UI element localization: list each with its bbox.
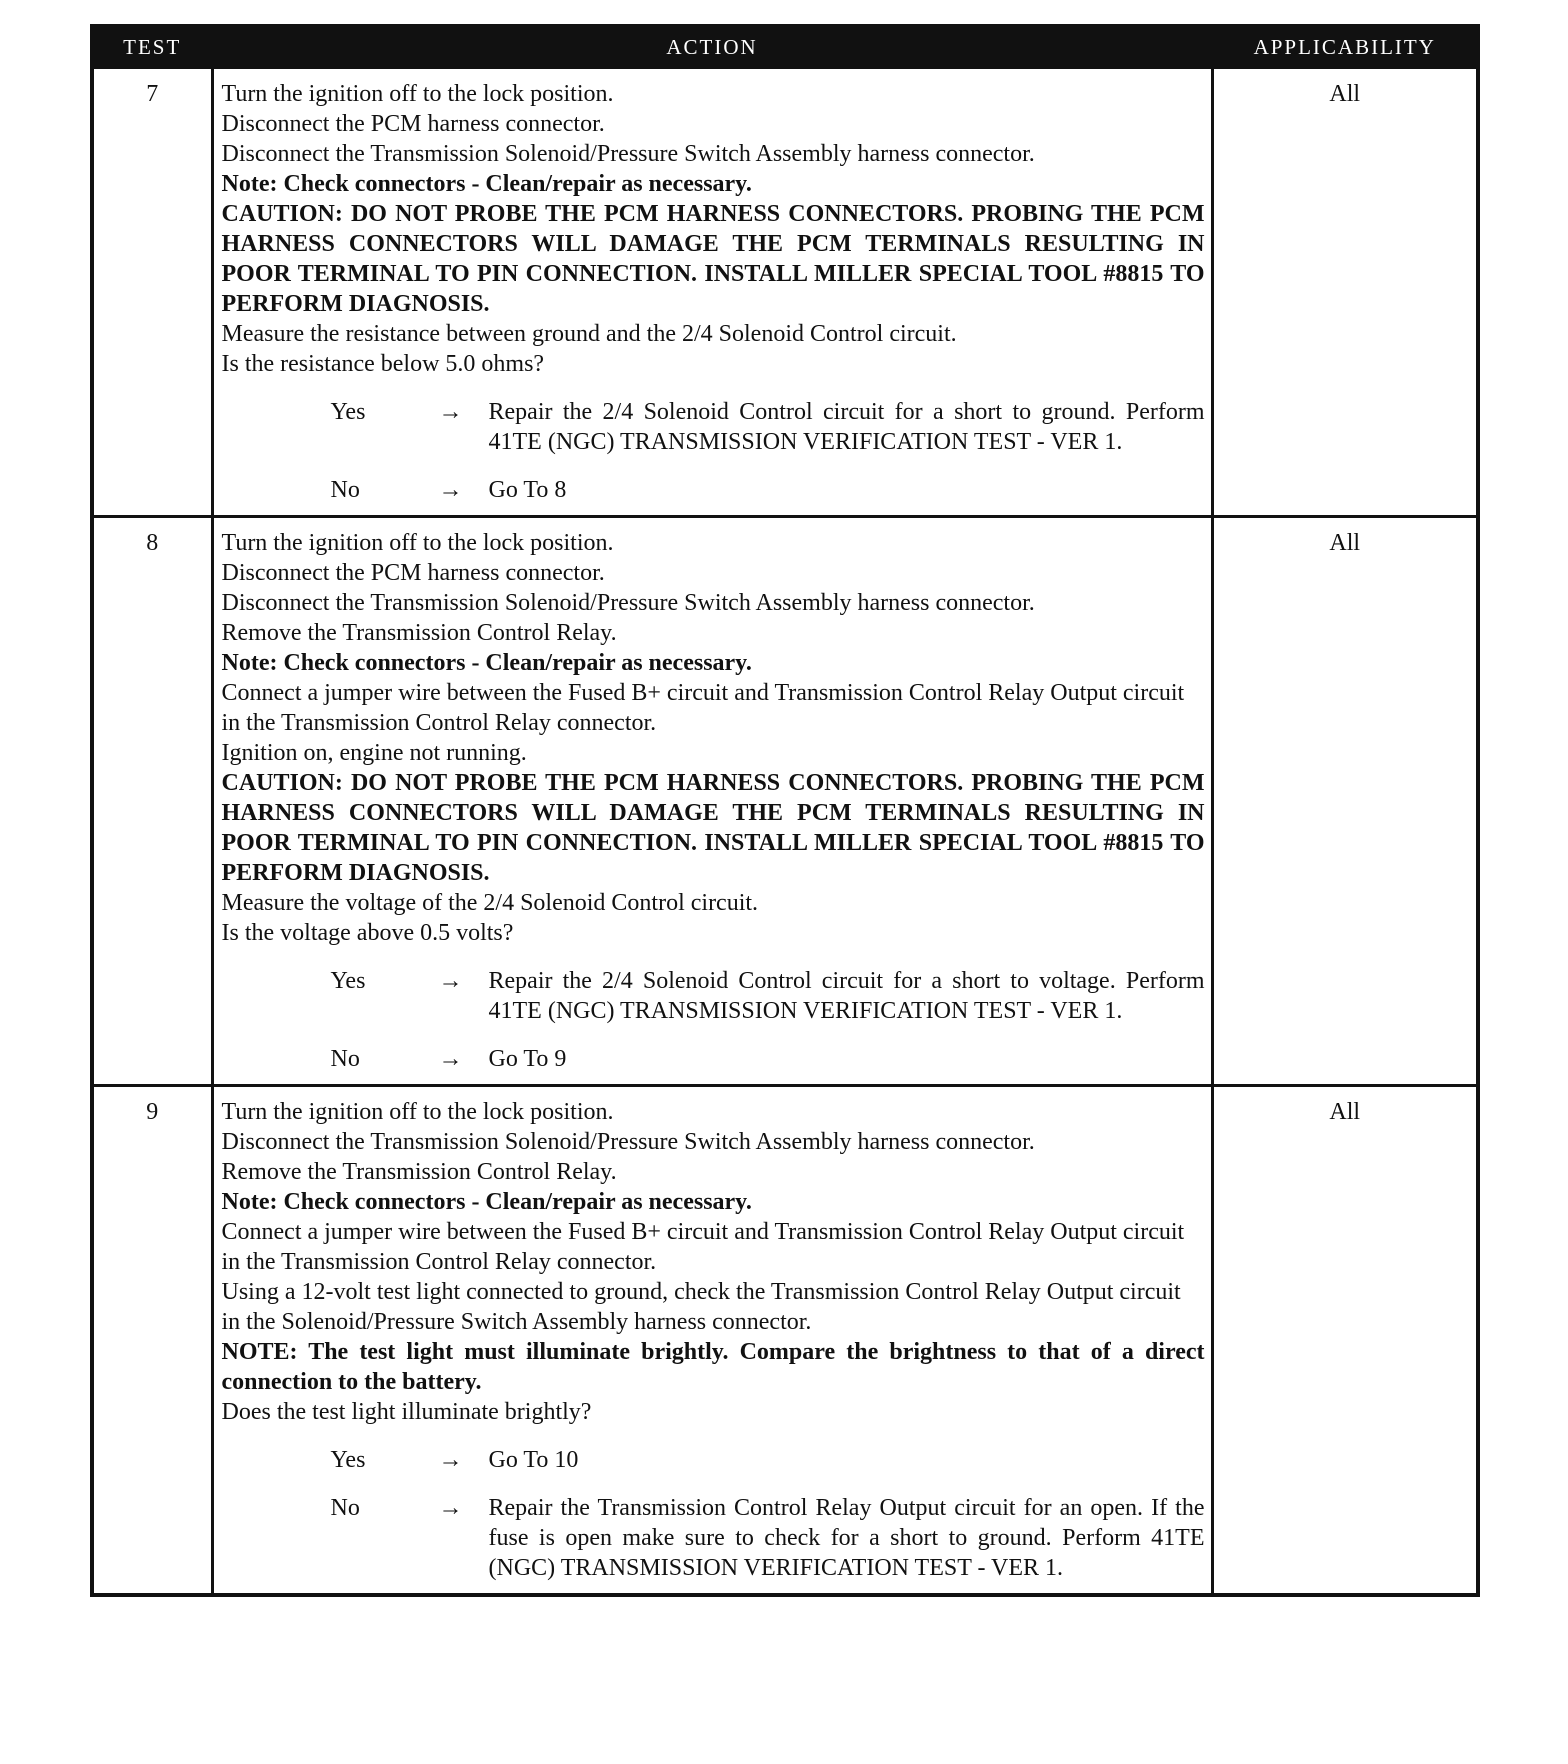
note-text: Note: Check connectors - Clean/repair as necessary. [221,650,752,676]
action-step: Disconnect the PCM harness connector. [221,560,605,586]
action-step: Connect a jumper wire between the Fused B+ circuit and Transmission Control Relay Output circuit in the Transmission Control Relay connector. [221,1219,1185,1275]
no-result: Go To 9 [488,1046,567,1072]
question-text: Does the test light illuminate brightly? [221,1399,592,1425]
caution-text: CAUTION: DO NOT PROBE THE PCM HARNESS CONNECTORS. PROBING THE PCM HARNESS CONNECTORS WILL DAMAGE THE PCM TERMINALS RESULTING IN POOR TERMINAL TO PIN CONNECTION. INSTALL MILLER SPECIAL TOOL #8815 TO PERFORM DIAGNOSIS. [221,201,1205,317]
arrow-icon: → [438,1495,463,1521]
answer-no [222,1044,1205,1074]
arrow-icon: → [438,968,463,994]
table-row-test-8 [92,517,1478,1086]
action-cell [212,68,1212,517]
answer-no [222,1493,1205,1583]
answer-block [222,966,1205,1074]
yes-label: Yes [330,968,366,994]
header-action: ACTION [212,26,1212,68]
action-step: Measure the voltage of the 2/4 Solenoid Control circuit. [221,890,759,916]
diagnostic-page [90,24,1476,1597]
no-label: No [330,1046,360,1072]
answer-yes [222,966,1205,1026]
yes-label: Yes [330,1447,366,1473]
answer-block [222,1445,1205,1583]
note-text: Note: Check connectors - Clean/repair as necessary. [221,171,752,197]
table-row-test-7 [92,68,1478,517]
action-step: Disconnect the Transmission Solenoid/Pressure Switch Assembly harness connector. [221,141,1035,167]
action-step: Connect a jumper wire between the Fused B+ circuit and Transmission Control Relay Output circuit in the Transmission Control Relay connector. [221,680,1185,736]
action-step: Ignition on, engine not running. [221,740,527,766]
yes-result: Repair the 2/4 Solenoid Control circuit for a short to voltage. Perform 41TE (NGC) TRANSMISSION VERIFICATION TEST - VER 1. [488,968,1205,1024]
yes-result: Repair the 2/4 Solenoid Control circuit for a short to ground. Perform 41TE (NGC) TRANSMISSION VERIFICATION TEST - VER 1. [488,399,1205,455]
no-label: No [330,477,360,503]
applicability-cell: All [1212,517,1478,1086]
question-text: Is the resistance below 5.0 ohms? [221,351,545,377]
arrow-icon: → [438,1447,463,1473]
answer-block [222,397,1205,505]
answer-yes [222,397,1205,457]
action-step: Using a 12-volt test light connected to ground, check the Transmission Control Relay Output circuit in the Solenoid/Pressure Switch Assembly harness connector. [221,1279,1181,1335]
action-step: Disconnect the PCM harness connector. [221,111,605,137]
action-step: Disconnect the Transmission Solenoid/Pressure Switch Assembly harness connector. [221,590,1035,616]
table-row-test-9 [92,1086,1478,1596]
action-step: Turn the ignition off to the lock position. [221,81,614,107]
action-step: Disconnect the Transmission Solenoid/Pressure Switch Assembly harness connector. [221,1129,1035,1155]
yes-label: Yes [330,399,366,425]
diagnostic-table [90,24,1480,1597]
applicability-cell: All [1212,68,1478,517]
action-step: Turn the ignition off to the lock position. [221,1099,614,1125]
answer-yes [222,1445,1205,1475]
caution-text: CAUTION: DO NOT PROBE THE PCM HARNESS CONNECTORS. PROBING THE PCM HARNESS CONNECTORS WILL DAMAGE THE PCM TERMINALS RESULTING IN POOR TERMINAL TO PIN CONNECTION. INSTALL MILLER SPECIAL TOOL #8815 TO PERFORM DIAGNOSIS. [221,770,1205,886]
action-step: Remove the Transmission Control Relay. [221,620,617,646]
arrow-icon: → [438,399,463,425]
test-number: 7 [92,68,212,517]
action-step: Measure the resistance between ground and the 2/4 Solenoid Control circuit. [221,321,957,347]
no-result: Go To 8 [488,477,567,503]
yes-result: Go To 10 [488,1447,579,1473]
answer-no [222,475,1205,505]
action-cell [212,1086,1212,1596]
test-number: 8 [92,517,212,1086]
no-result: Repair the Transmission Control Relay Output circuit for an open. If the fuse is open make sure to check for a short to ground. Perform 41TE (NGC) TRANSMISSION VERIFICATION TEST - VER 1. [488,1495,1205,1581]
action-step: Remove the Transmission Control Relay. [221,1159,617,1185]
test-number: 9 [92,1086,212,1596]
action-step: Turn the ignition off to the lock position. [221,530,614,556]
header-applicability: APPLICABILITY [1212,26,1478,68]
note-text: NOTE: The test light must illuminate brightly. Compare the brightness to that of a direct connection to the battery. [221,1339,1205,1395]
arrow-icon: → [438,477,463,503]
applicability-cell: All [1212,1086,1478,1596]
header-test: TEST [92,26,212,68]
question-text: Is the voltage above 0.5 volts? [221,920,514,946]
note-text: Note: Check connectors - Clean/repair as necessary. [221,1189,752,1215]
no-label: No [330,1495,360,1521]
table-header-row [92,26,1478,68]
action-cell [212,517,1212,1086]
arrow-icon: → [438,1046,463,1072]
